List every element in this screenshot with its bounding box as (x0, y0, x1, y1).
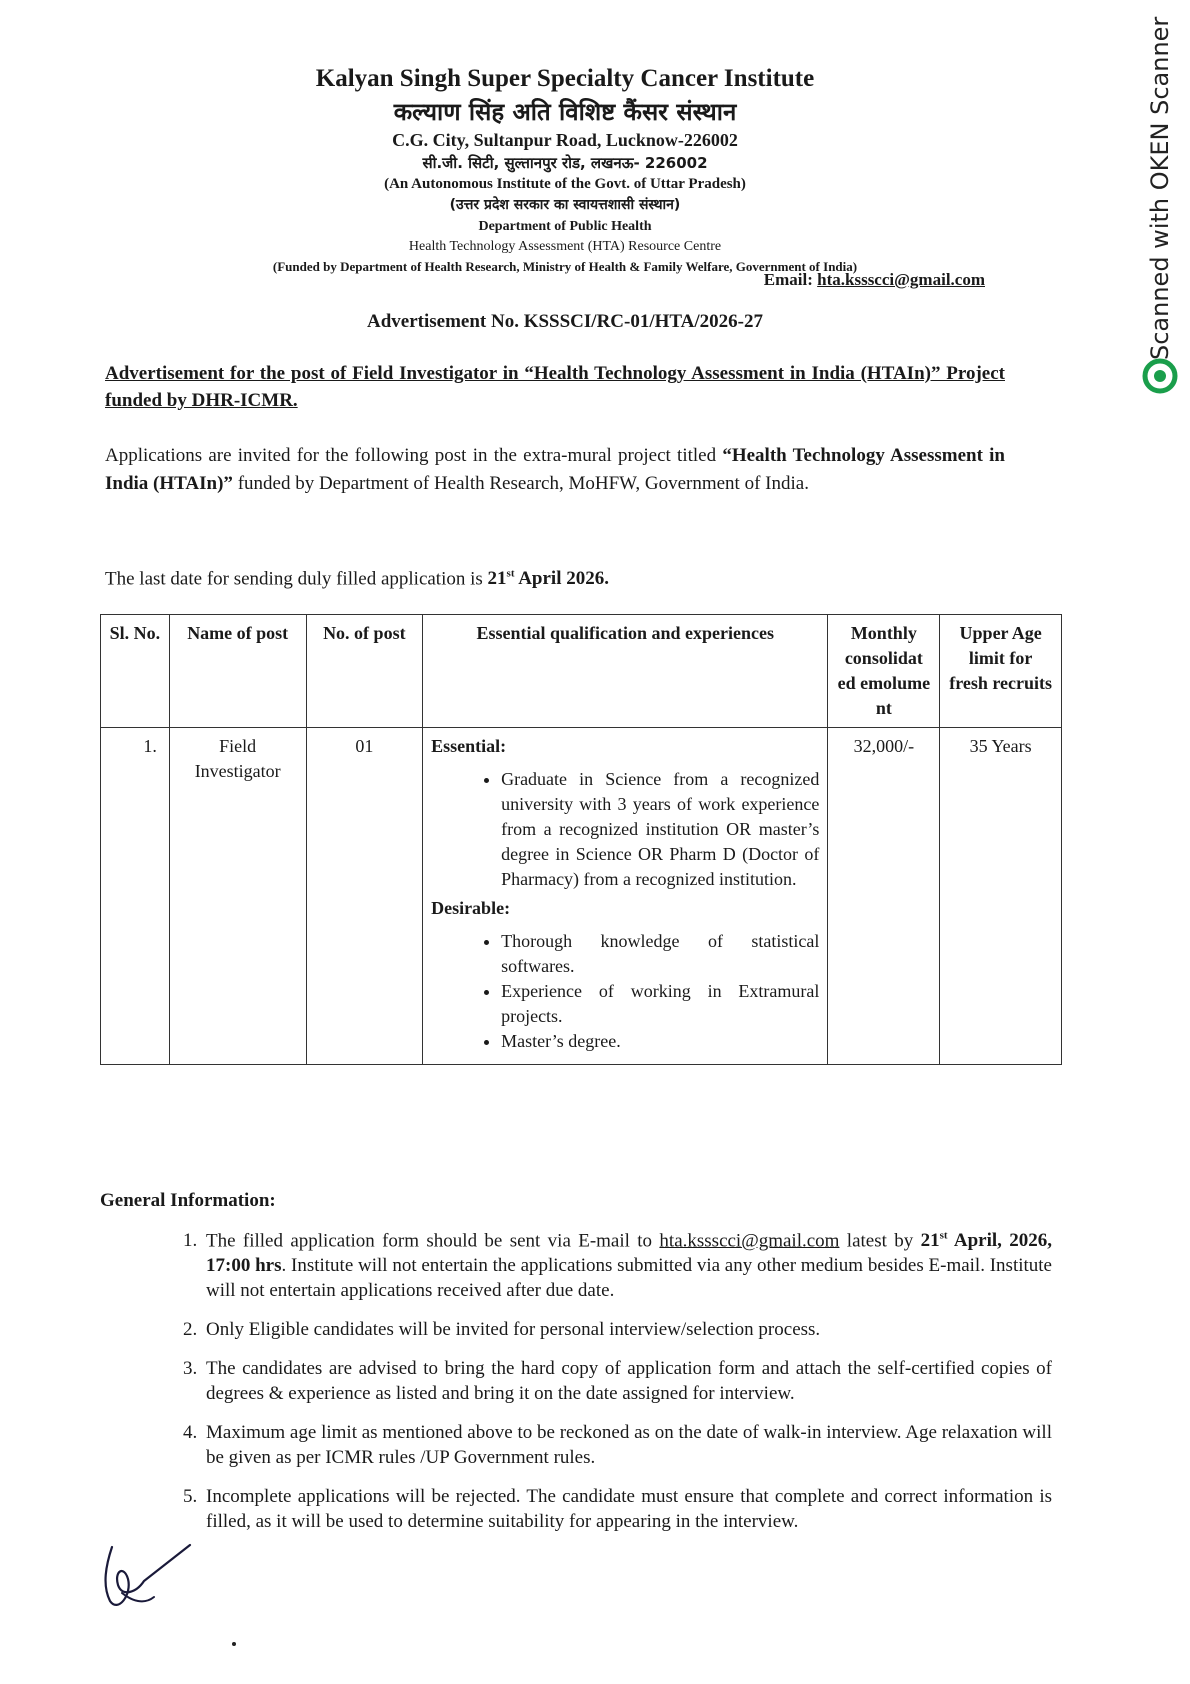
essential-label: Essential: (431, 736, 507, 756)
desirable-label: Desirable: (431, 898, 511, 918)
general-info-item: 3. The candidates are advised to bring the hard copy of application form and attach the self-certified copies of degrees & experience as listed and bring it on the date assigned for interview. (202, 1356, 1052, 1406)
autonomous-note-en: (An Autonomous Institute of the Govt. of Uttar Pradesh) (384, 176, 746, 192)
centre-name: Health Technology Assessment (HTA) Resource Centre (408, 239, 722, 254)
cell-qualification (423, 728, 828, 1065)
table-header-row (101, 615, 1062, 728)
header-emolument: Monthly consolidat ed emolume nt (828, 615, 940, 728)
intro-text-2: funded by Department of Health Research, MoHFW, Government of India. (232, 473, 809, 494)
cell-age-limit: 35 Years (940, 728, 1062, 1065)
advertisement-number: Advertisement No. KSSSCI/RC-01/HTA/2026-27 (366, 311, 763, 332)
item1-text-mid: latest by (839, 1230, 921, 1252)
email-label: Email: (763, 270, 813, 289)
last-date-day: 21 (487, 568, 507, 590)
address-en: C.G. City, Sultanpur Road, Lucknow-226002 (392, 130, 738, 150)
letterhead (150, 62, 980, 277)
oken-scanner-logo-icon (1142, 358, 1178, 394)
desirable-list (431, 929, 819, 1054)
essential-list (431, 767, 819, 892)
header-sl-no: Sl. No. (101, 615, 170, 728)
header-age-limit: Upper Age limit for fresh recruits (940, 615, 1062, 728)
posts-table (100, 614, 1062, 1065)
general-info-item: 5. Incomplete applications will be rejected. The candidate must ensure that complete and correct information is filled, as it will be used to determine suitability for appearing in the interview. (202, 1484, 1052, 1534)
stray-mark (232, 1642, 236, 1646)
essential-item: • Graduate in Science from a recognized university with 3 years of work experience from a recognized institution OR master’s degree in Science OR Pharm D (Doctor of Pharmacy) from a recognized institution. (501, 767, 819, 892)
last-date-line (105, 560, 1005, 593)
last-date-text: The last date for sending duly filled application is (105, 568, 488, 590)
cell-post-count: 01 (306, 728, 423, 1065)
funding-note: (Funded by Department of Health Research, Ministry of Health & Family Welfare, Government of India) (272, 259, 858, 274)
general-info-item (202, 1224, 1052, 1303)
institute-name-en: Kalyan Singh Super Specialty Cancer Institute (315, 65, 815, 92)
department-name: Department of Public Health (478, 219, 652, 234)
general-info-list (160, 1224, 1052, 1548)
item1-text-post: . Institute will not entertain the applications submitted via any other medium besides E-mail. Institute will not entertain applications received after due date. (206, 1255, 1052, 1302)
intro-project-name: “Health Technology Assessment in India (HTAIn)” (105, 445, 1005, 494)
cell-emolument: 32,000/- (828, 728, 940, 1065)
header-no-of-post: No. of post (306, 615, 423, 728)
item1-email-link[interactable]: hta.kssscci@gmail.com (659, 1230, 840, 1252)
scanner-watermark (1130, 16, 1190, 400)
table-row (101, 728, 1062, 1065)
signature-scribble (92, 1535, 192, 1615)
last-date-month-year: April 2026. (514, 568, 609, 590)
cell-post-name: Field Investigator (169, 728, 306, 1065)
institute-name-hi: कल्याण सिंह अति विशिष्ट कैंसर संस्थान (393, 98, 737, 126)
intro-paragraph (105, 442, 1005, 498)
header-email (600, 270, 985, 290)
item1-day: 21 (920, 1230, 940, 1252)
intro-text-1: Applications are invited for the following post in the extra-mural project titled (105, 445, 723, 466)
general-info-item: 2. Only Eligible candidates will be invited for personal interview/selection process. (202, 1317, 1052, 1342)
header-name-of-post: Name of post (169, 615, 306, 728)
general-info-heading: General Information: (100, 1190, 276, 1211)
item1-date: April, 2026, 17:00 hrs (206, 1230, 1052, 1277)
cell-sl-no: 1. (101, 728, 170, 1065)
header-qualification: Essential qualification and experiences (423, 615, 828, 728)
autonomous-note-hi: (उत्तर प्रदेश सरकार का स्वायत्तशासी संस्थान) (449, 197, 681, 213)
header-email-link[interactable]: hta.kssscci@gmail.com (817, 270, 985, 289)
item1-suffix: st (939, 1230, 948, 1242)
desirable-item: • Thorough knowledge of statistical softwares. (501, 929, 819, 979)
desirable-item: • Master’s degree. (501, 1029, 819, 1054)
scanner-watermark-text: Scanned with OKEN Scanner (1146, 16, 1174, 360)
desirable-item: • Experience of working in Extramural projects. (501, 979, 819, 1029)
address-hi: सी.जी. सिटी, सुल्तानपुर रोड, लखनऊ- 226002 (422, 154, 708, 172)
advertisement-title: Advertisement for the post of Field Investigator in “Health Technology Assessment in India (HTAIn)” Project funded by DHR-ICMR. (105, 363, 1005, 411)
last-date-suffix: st (506, 568, 515, 580)
general-info-item: 4. Maximum age limit as mentioned above to be reckoned as on the date of walk-in interview. Age relaxation will be given as per ICMR rules /UP Government rules. (202, 1420, 1052, 1470)
item1-text-pre: The filled application form should be sent via E-mail to (206, 1230, 660, 1252)
